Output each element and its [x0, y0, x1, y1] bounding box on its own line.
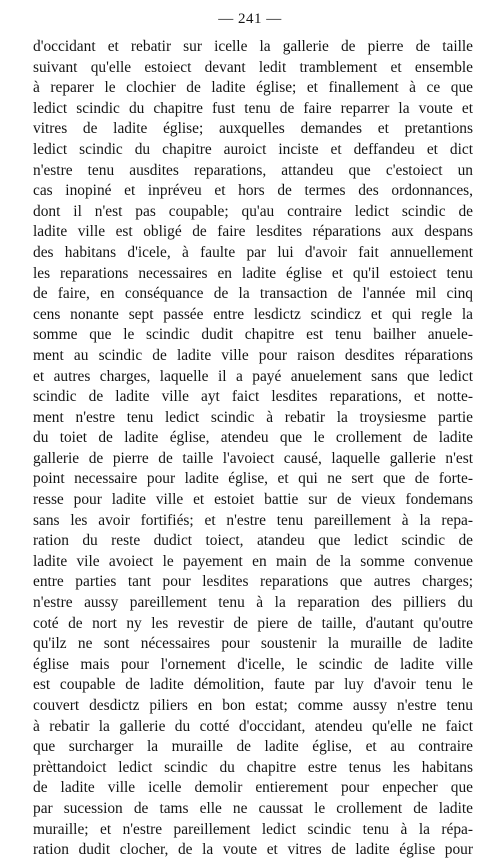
text-line: ment au scindic de ladite ville pour raison desdites réparations	[33, 346, 473, 364]
text-line: couvert desdictz piliers en bon estat; comme aussy n'estre tenu	[33, 697, 473, 714]
text-line: scindic de ladite ville ayt faict lesdites reparations, et notte-	[33, 388, 473, 406]
text-line: les reparations necessaires en ladite église et qu'il estoiect tenu	[33, 264, 473, 282]
text-line: suivant qu'elle estoiect devant ledit tramblement et ensemble	[33, 58, 473, 76]
text-line: ladite ville est obligé de faire lesdites réparations aux despans	[33, 223, 473, 241]
body-text	[33, 37, 473, 861]
text-line: ment n'estre tenu ledict scindic à rebatir la troysiesme partie	[33, 408, 473, 426]
text-line: est coupable de ladite démolition, faute par luy d'avoir tenu le	[33, 676, 473, 694]
text-line: à reparer le clochier de ladite église; et finallement à ce que	[33, 79, 473, 97]
text-line: somme que le scindic dudit chapitre est tenu bailher anuele-	[33, 326, 473, 344]
text-line: et autres charges, laquelle il a payé anuelement sans que ledict	[33, 367, 473, 385]
text-line: église mais pour l'ornement d'icelle, le scindic de ladite ville	[33, 655, 473, 673]
text-line: à rebatir la gallerie du cotté d'occidant, atendeu qu'elle ne faict	[33, 717, 473, 735]
text-line: point necessaire pour ladite église, et qui ne sert que de forte-	[33, 470, 473, 488]
text-line: entre parties tant pour lesdites reparations que autres charges;	[33, 573, 473, 591]
text-line: de ladite ville icelle demolir entierement pour enpecher que	[33, 779, 473, 797]
text-line: par sucession de tams elle ne caussat le crollement de ladite	[33, 799, 473, 817]
text-line: gallerie de pierre de taille l'avoiect causé, laquelle gallerie n'est	[33, 449, 473, 467]
text-line: du toiet de ladite église, atendeu que le crollement de ladite	[33, 429, 473, 447]
text-line: prèttandoict ledict scindic du chapitre estre tenus les habitans	[33, 758, 473, 776]
text-line: n'estre tenu ausdites reparations, attandeu que c'estoiect un	[33, 161, 473, 179]
page-number: — 241 —	[218, 11, 282, 27]
text-line: n'estre aussy pareillement tenu à la reparation des pilliers du	[33, 594, 473, 612]
text-line: des habitans d'icele, à faulte par lui d'avoir fait annuellement	[33, 243, 473, 261]
text-line: muraille; et n'estre pareillement ledict scindic tenu à la répa-	[33, 820, 473, 838]
text-line: d'occidant et rebatir sur icelle la gallerie de pierre de taille	[33, 38, 473, 55]
text-line: coté de nort ny les revestir de piere de taille, d'autant qu'outre	[33, 614, 473, 632]
text-line: sans les avoir fortifiés; et n'estre tenu pareillement à la repa-	[33, 511, 473, 529]
text-line: ledict scindic du chapitre auroict inciste et deffandeu et dict	[33, 140, 473, 158]
text-line: de faire, en conséquance de la transaction de l'année mil cinq	[33, 285, 473, 303]
text-line: ration du reste dudict toiect, atandeu que ledict scindic de	[33, 532, 473, 550]
text-line: cas inopiné et inpréveu et hors de termes des ordonnances,	[33, 182, 473, 200]
text-line: dont il n'est pas coupable; qu'au contraire ledict scindic de	[33, 202, 473, 220]
text-line: ladite vile avoiect le payement en main de la somme convenue	[33, 552, 473, 570]
text-line: qu'ilz ne sont nécessaires pour soustenir la muraille de ladite	[33, 635, 473, 653]
text-line: resse pour ladite ville et estoiet battie sur de vieux fondemans	[33, 491, 473, 509]
text-line: ration dudit clocher, de la voute et vitres de ladite église pour	[33, 841, 473, 859]
text-line: vitres de ladite église; auxquelles demandes et pretantions	[33, 120, 473, 138]
text-line: ledict scindic du chapitre fust tenu de faire reparrer la voute et	[33, 99, 473, 117]
text-line: que surcharger la muraille de ladite église, et au contraire	[33, 738, 473, 756]
text-line: cens nonante sept passée entre lesdictz scindicz et qui regle la	[33, 305, 473, 323]
